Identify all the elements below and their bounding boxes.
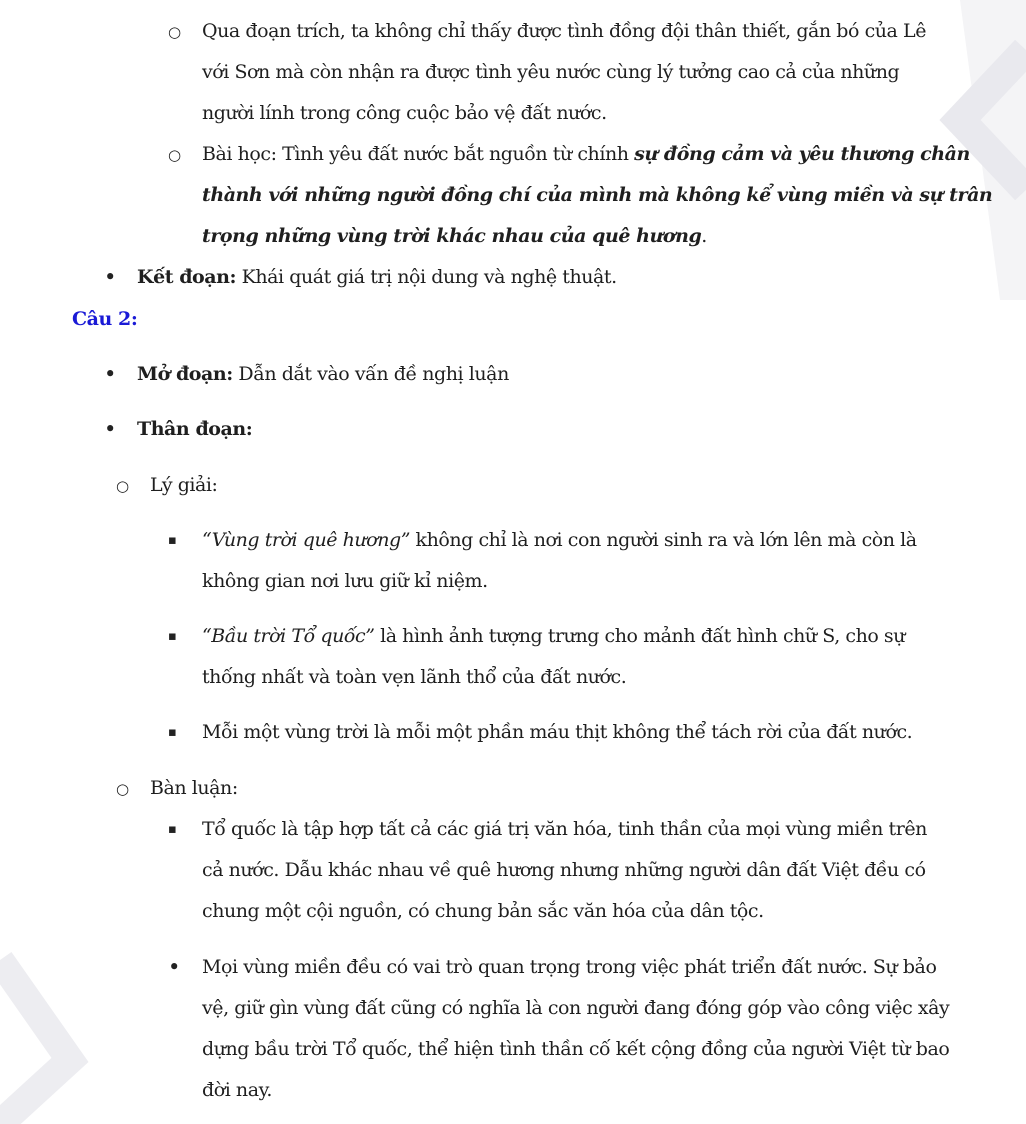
text-line: thống nhất và toàn vẹn lãnh thổ của đất nước.	[202, 666, 627, 688]
circle-bullet: ○	[116, 780, 130, 798]
text-line: vệ, giữ gìn vùng đất cũng có nghĩa là con người đang đóng góp vào công việc xây	[202, 997, 950, 1019]
text-line: Tổ quốc là tập hợp tất cả các giá trị văn hóa, tinh thần của mọi vùng miền trên	[202, 818, 927, 840]
text-line	[202, 528, 917, 552]
text-span: là hình ảnh tượng trưng cho mảnh đất hình chữ S, cho sự	[374, 625, 906, 647]
mo-doan-line	[137, 362, 509, 386]
disc-bullet: •	[168, 955, 181, 979]
section-heading-cau-2: Câu 2:	[72, 308, 138, 330]
than-doan-line	[137, 417, 252, 441]
text-line: không gian nơi lưu giữ kỉ niệm.	[202, 570, 488, 592]
text-span: không chỉ là nơi con người sinh ra và lớn lên mà còn là	[409, 529, 917, 551]
lesson-line	[202, 142, 970, 166]
text-line: Mỗi một vùng trời là mỗi một phần máu thịt không thể tách rời của đất nước.	[202, 721, 913, 743]
lesson-emphasis: trọng những vùng trời khác nhau của quê hương	[202, 225, 702, 247]
ket-doan-text: Khái quát giá trị nội dung và nghệ thuật.	[236, 266, 617, 288]
lesson-text: .	[701, 225, 707, 247]
disc-bullet: •	[104, 265, 117, 289]
circle-bullet: ○	[168, 146, 182, 164]
disc-bullet: •	[104, 417, 117, 441]
text-line: Qua đoạn trích, ta không chỉ thấy được tình đồng đội thân thiết, gắn bó của Lê	[202, 20, 926, 42]
quote-bau-troi-to-quoc: “Bầu trời Tổ quốc”	[202, 625, 375, 647]
text-line: chung một cội nguồn, có chung bản sắc văn hóa của dân tộc.	[202, 900, 764, 922]
text-line: đời nay.	[202, 1079, 272, 1101]
ket-doan-line	[137, 265, 617, 289]
text-line: người lính trong công cuộc bảo vệ đất nước.	[202, 102, 607, 124]
mo-doan-label: Mở đoạn:	[137, 363, 233, 385]
text-line	[202, 624, 905, 648]
lesson-line	[202, 224, 707, 248]
text-line: Mọi vùng miền đều có vai trò quan trọng trong việc phát triển đất nước. Sự bảo	[202, 956, 937, 978]
lesson-emphasis-line: thành với những người đồng chí của mình mà không kể vùng miền và sự trân	[202, 184, 993, 206]
square-bullet: ▪	[168, 822, 177, 837]
ban-luan-label: Bàn luận:	[150, 777, 238, 799]
quote-vung-troi-que-huong: “Vùng trời quê hương”	[202, 529, 410, 551]
ket-doan-label: Kết đoạn:	[137, 266, 237, 288]
circle-bullet: ○	[116, 477, 130, 495]
disc-bullet: •	[104, 362, 117, 386]
text-line: với Sơn mà còn nhận ra được tình yêu nước cùng lý tưởng cao cả của những	[202, 61, 900, 83]
mo-doan-text: Dẫn dắt vào vấn đề nghị luận	[232, 363, 509, 385]
text-line: cả nước. Dẫu khác nhau về quê hương nhưng những người dân đất Việt đều có	[202, 859, 926, 881]
than-doan-label: Thân đoạn:	[137, 418, 253, 440]
lesson-emphasis: sự đồng cảm và yêu thương chân	[634, 143, 970, 165]
square-bullet: ▪	[168, 629, 177, 644]
square-bullet: ▪	[168, 533, 177, 548]
lesson-text: Bài học: Tình yêu đất nước bắt nguồn từ chính	[202, 143, 635, 165]
circle-bullet: ○	[168, 23, 182, 41]
text-line: dựng bầu trời Tổ quốc, thể hiện tình thần cố kết cộng đồng của người Việt từ bao	[202, 1038, 950, 1060]
square-bullet: ▪	[168, 725, 177, 740]
ly-giai-label: Lý giải:	[150, 474, 218, 496]
